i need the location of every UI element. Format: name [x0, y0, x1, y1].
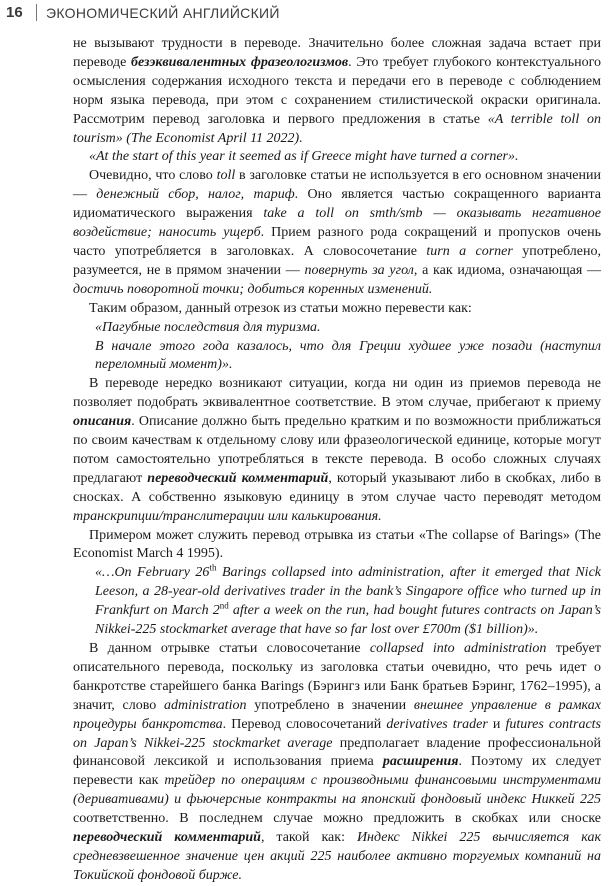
- text: в заголовке статьи не используется в его основном значении —: [73, 168, 601, 203]
- quote-text: «At the start of this year it seemed as if Greece might have turned a corner».: [89, 149, 519, 165]
- text: . Поэтому их следует перевести как: [73, 754, 601, 789]
- term: derivatives trader: [386, 716, 488, 732]
- running-title: ЭКОНОМИЧЕСКИЙ АНГЛИЙСКИЙ: [46, 5, 280, 21]
- term: трейдер по операциям с производными финансовыми инструментами (деривативами) и фьючерсные контракты на японский фондовый индекс Никкей 225: [73, 773, 601, 808]
- term-emphasis: расширения: [382, 754, 459, 770]
- term: administration: [164, 697, 247, 713]
- text: . Это требует глубокого контекстуального осмысления содержания исходного текста и передачи его в переводе с соблюдением норм языка перевода, при этом с сохранением стилистической окраски оригинала. Рассмотрим перевод заголовка и первого предложения в статье: [73, 54, 601, 127]
- term: take a toll on smth/smb — оказывать негативное воздействие; наносить ущерб: [73, 206, 602, 241]
- term: достичь поворотной точки; добиться коренных изменений.: [73, 281, 433, 297]
- paragraph-intro: [73, 35, 601, 148]
- term: futures contracts on Japan’s Nikkei-225 stockmarket average: [73, 716, 602, 751]
- text: употреблено в значении: [246, 697, 414, 713]
- translation-text: «Пагубные последствия для туризма.: [95, 319, 321, 335]
- text: . Оно является частью сокращенного варианта идиоматического выражения: [73, 187, 602, 222]
- superscript: nd: [219, 600, 229, 611]
- paragraph-example-intro: Примером может служить перевод отрывка из статьи «The collapse of Barings» (The Economist March 4 1995).: [73, 527, 601, 562]
- paragraph-description-method: [73, 375, 601, 526]
- translation-text: В начале этого года казалось, что для Греции худшее уже позади (наступил переломный момент)».: [95, 338, 601, 373]
- term-emphasis: безэквивалентных фразеологизмов: [131, 54, 349, 70]
- paragraph-summary: Таким образом, данный отрезок из статьи можно перевести как:: [89, 300, 472, 316]
- term: toll: [216, 168, 236, 184]
- text: В переводе нередко возникают ситуации, когда ни один из приемов перевода не позволяет подобрать эквивалентное соответствие. В этом случае, прибегают к приему: [73, 376, 601, 411]
- term: collapsed into administration: [369, 641, 547, 656]
- term: транскрипции/транслитерации или калькирования.: [73, 508, 382, 524]
- term: повернуть за угол: [304, 262, 414, 278]
- paragraph-toll-analysis: [73, 167, 601, 299]
- term: Индекс Nikkei 225 вычисляется как средневзвешенное значение цен акций 225 наиболее активно торгуемых компаний на Токийской фондовой бирже.: [73, 830, 601, 883]
- text: не вызывают трудности в переводе. Значительно более сложная задача встает при переводе: [73, 36, 601, 70]
- translation-title: [73, 319, 601, 338]
- quote-text: Barings collapsed into administration, after it emerged that Nick Leeson, a 28-year-old derivatives trader in the bank’s Singapore office who turned up in Frankfurt on March 2: [95, 565, 601, 619]
- text: , который указывают либо в скобках, либо в сносках. А собственно языковую единицу в этом случае часто переводят методом: [73, 470, 602, 505]
- term-emphasis: переводческий комментарий: [73, 830, 261, 846]
- quote-barings: [73, 564, 601, 640]
- term: внешнее управление в рамках процедуры банкротства: [73, 697, 601, 732]
- quote-text: «…On February 26: [95, 565, 210, 581]
- superscript: th: [209, 562, 217, 573]
- quote-english: [73, 148, 601, 167]
- text: употреблено, разумеется, не в прямом значении —: [73, 243, 601, 278]
- term: денежный сбор, налог, тариф: [96, 187, 295, 203]
- text: Очевидно, что слово: [89, 168, 217, 184]
- citation: «A terrible toll on tourism» (The Economist April 11 2022).: [73, 111, 601, 146]
- text: , а как идиома, означающая —: [413, 262, 601, 278]
- text: , такой как:: [260, 830, 357, 846]
- page-body: [73, 35, 601, 886]
- text: соответственно. В последнем случае можно предложить в скобках или сноске: [73, 811, 601, 827]
- text: . Описание должно быть предельно кратким и по возможности приближаться по своим качествам к отдельному слову или фразеологической единице, которые могут потом самостоятельно употребляться в тексте перевода. В особо сложных случаях предлагают: [73, 414, 601, 486]
- text: предполагает владение профессиональной финансовой лексикой и использования приема: [73, 735, 601, 770]
- header-divider: [36, 4, 37, 21]
- term: turn a corner: [426, 243, 513, 259]
- paragraph-barings-analysis: [73, 640, 601, 886]
- text: . Прием разного рода сокращений и пропусков очень часто употребляется в заголовках. А словосочетание: [73, 225, 601, 259]
- term-emphasis: переводческий комментарий: [147, 470, 329, 486]
- text: . Перевод словосочетаний: [222, 716, 387, 732]
- page-header: [0, 0, 615, 26]
- text: и: [487, 716, 506, 732]
- text: требует описательного перевода, поскольку из заголовка статьи очевидно, что речь идет о банкротстве старейшего банка Barings (Бэрингз или Банк братьев Бэринг, 1762–1995), а значит, слово: [73, 641, 602, 713]
- translation-sentence: [73, 338, 601, 376]
- text: В данном отрывке статьи словосочетание: [89, 641, 370, 656]
- page-number: 16: [6, 4, 23, 21]
- term-emphasis: описания: [73, 414, 132, 430]
- quote-text: after a week on the run, had bought futures contracts on Japan’s Nikkei-225 stockmarket average that have so far lost over £700m ($1 billion)».: [95, 603, 602, 638]
